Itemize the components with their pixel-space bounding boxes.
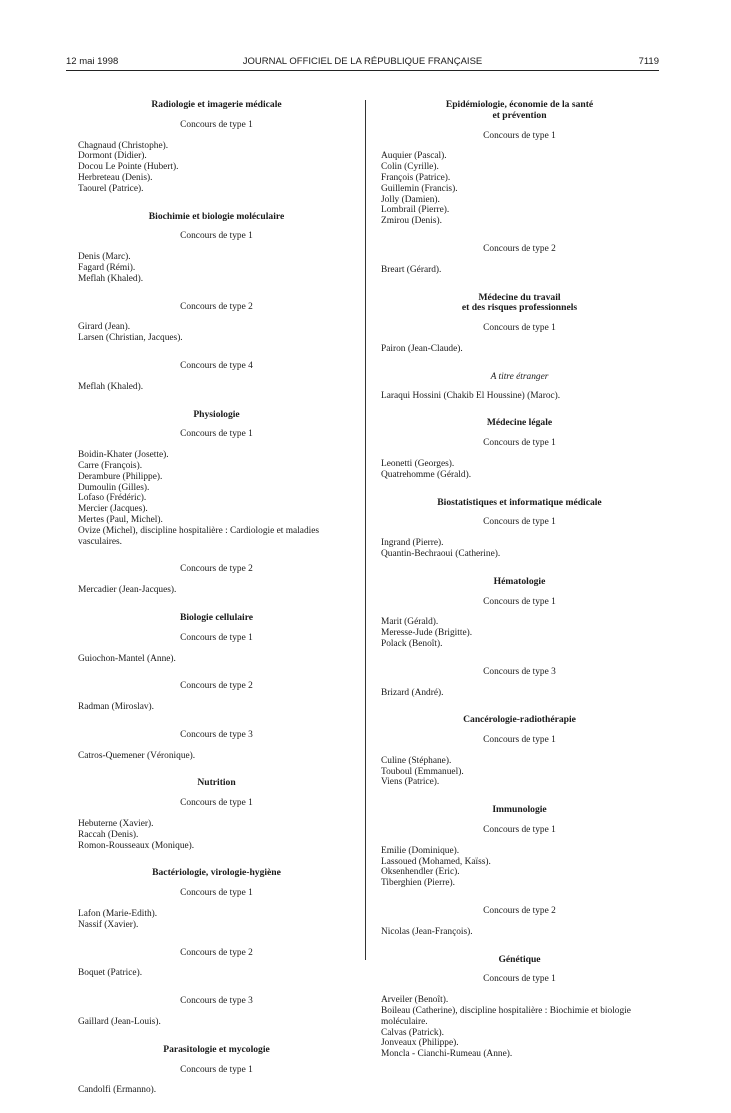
concours-type-label: Concours de type 1 [180,1064,253,1075]
list-item: Dumoulin (Gilles). [78,482,150,493]
concours-group [381,735,658,788]
list-item: Colin (Cyrille). [381,162,439,173]
concours-type-label: Concours de type 2 [483,243,556,254]
list-item: Ovize (Michel), discipline hospitalière : Cardiologie et maladies vasculaires. [78,525,320,547]
list-item: Jonveaux (Philippe). [381,1038,459,1049]
list-item: Mertes (Paul, Michel). [78,514,163,525]
names-list [381,846,658,889]
discipline-title: Hématologie [493,575,546,587]
names-list [381,688,658,699]
discipline-section [381,955,658,1060]
list-item: Calvas (Patrick). [381,1027,445,1038]
concours-type-label: Concours de type 1 [483,438,556,449]
concours-type-label: Concours de type 1 [180,119,253,130]
list-item: Catros-Quemener (Véronique). [78,750,196,761]
discipline-section [381,293,658,402]
list-item: Carre (François). [78,460,143,471]
list-item: Denis (Marc). [78,252,131,263]
page-header [66,55,659,69]
names-list [381,459,658,481]
names-list [381,391,658,402]
list-item: Derambure (Philippe). [78,471,163,482]
names-list [78,585,355,596]
list-item: Polack (Benoît). [381,638,443,649]
list-item: Hebuterne (Xavier). [78,819,154,830]
list-item: Emilie (Dominique). [381,845,460,856]
concours-group [381,131,658,227]
list-item: Docou Le Pointe (Hubert). [78,162,179,173]
list-item: Candolfi (Ermanno). [78,1085,157,1096]
discipline-section [78,212,355,393]
discipline-title: Cancérologie-radiothérapie [463,714,576,726]
list-item: Boileau (Catherine), discipline hospitalière : Biochimie et biologie moléculaire. [381,1006,631,1027]
list-item: Boidin-Khater (Josette). [78,450,169,461]
discipline-title: Biostatistiques et informatique médicale [437,496,602,508]
names-list [381,265,658,276]
discipline-title: Génétique [498,953,541,965]
concours-type-label: Concours de type 2 [180,681,253,692]
names-list [381,344,658,355]
concours-type-label: Concours de type 1 [483,825,556,836]
discipline-title: Radiologie et imagerie médicale [151,99,282,110]
discipline-section [78,100,355,195]
list-item: Brizard (André). [381,687,444,698]
names-list [78,141,355,195]
discipline-title: Physiologie [193,408,240,420]
discipline-section [78,868,355,1027]
list-item: Auquier (Pascal). [381,151,447,162]
list-item: Mercadier (Jean-Jacques). [78,585,177,596]
list-item: Guiochon-Mantel (Anne). [78,653,176,664]
concours-group [78,681,355,713]
names-list [78,1085,355,1096]
concours-type-label: Concours de type 2 [180,947,253,958]
list-item: Gaillard (Jean-Louis). [78,1017,161,1028]
names-list [381,927,658,938]
discipline-section [78,1045,355,1096]
discipline-section [381,498,658,560]
header-page-number: 7119 [638,56,659,67]
concours-group [78,888,355,930]
concours-group [381,974,658,1060]
names-list [78,702,355,713]
concours-group [381,906,658,938]
discipline-section [381,577,658,699]
list-item: Girard (Jean). [78,322,131,333]
concours-type-label: Concours de type 4 [180,360,253,371]
discipline-title: Immunologie [492,804,547,816]
list-item: Quantin-Bechraoui (Catherine). [381,548,501,559]
concours-type-label: Concours de type 1 [483,130,556,141]
names-list [381,151,658,227]
list-item: Dormont (Didier). [78,151,147,162]
concours-group [381,825,658,889]
concours-type-label: Concours de type 3 [180,729,253,740]
names-list [78,450,355,547]
header-rule [66,70,659,71]
concours-group [78,120,355,195]
concours-type-label: Concours de type 1 [483,517,556,528]
right-column [381,100,658,1077]
concours-type-label: Concours de type 3 [483,666,556,677]
list-item: Meflah (Khaled). [78,381,144,392]
discipline-section [381,715,658,788]
discipline-title: Parasitologie et mycologie [163,1043,270,1055]
list-item: Herbreteau (Denis). [78,172,153,183]
discipline-title: Biologie cellulaire [179,611,254,623]
concours-group [78,231,355,284]
concours-group [78,798,355,851]
names-list [381,538,658,560]
list-item: Ingrand (Pierre). [381,538,444,549]
concours-group [381,372,658,402]
names-list [78,909,355,931]
names-list [381,756,658,788]
list-item: Moncla - Cianchi-Rumeau (Anne). [381,1049,513,1060]
concours-type-label: Concours de type 2 [180,301,253,312]
foreign-note: A titre étranger [490,371,549,382]
list-item: Larsen (Christian, Jacques). [78,333,183,344]
concours-group [381,323,658,355]
concours-type-label: Concours de type 1 [180,632,253,643]
concours-group [381,667,658,699]
list-item: Culine (Stéphane). [381,755,452,766]
concours-type-label: Concours de type 1 [180,798,253,809]
names-list [78,819,355,851]
list-item: Lafon (Marie-Edith). [78,909,158,920]
list-item: Laraqui Hossini (Chakib El Houssine) (Maroc). [381,390,561,401]
list-item: Radman (Miroslav). [78,702,155,713]
concours-group [78,361,355,393]
concours-group [381,597,658,650]
concours-type-label: Concours de type 2 [180,564,253,575]
concours-type-label: Concours de type 2 [483,906,556,917]
discipline-section [381,418,658,480]
concours-group [78,633,355,665]
list-item: Guillemin (Francis). [381,183,458,194]
list-item: Pairon (Jean-Claude). [381,343,463,354]
list-item: Lofaso (Frédéric). [78,493,147,504]
names-list [78,382,355,393]
list-item: Viens (Patrice). [381,777,440,788]
concours-type-label: Concours de type 1 [180,231,253,242]
left-column [78,100,355,1113]
discipline-title: Médecine du travail et des risques professionnels [461,291,578,314]
list-item: Mercier (Jacques). [78,504,148,515]
concours-group [78,996,355,1028]
list-item: Zmirou (Denis). [381,216,442,227]
list-item: Chagnaud (Christophe). [78,140,169,151]
discipline-title: Nutrition [197,777,236,789]
list-item: Lombrail (Pierre). [381,205,450,216]
discipline-title: Biochimie et biologie moléculaire [148,210,285,222]
list-item: Fagard (Rémi). [78,262,136,273]
concours-type-label: Concours de type 3 [180,996,253,1007]
list-item: Arveiler (Benoît). [381,995,449,1006]
concours-type-label: Concours de type 1 [180,429,253,440]
names-list [78,252,355,284]
names-list [78,654,355,665]
concours-group [78,429,355,547]
list-item: Meresse-Jude (Brigitte). [381,628,473,639]
concours-type-label: Concours de type 1 [180,888,253,899]
names-list [78,968,355,979]
list-item: Meflah (Khaled). [78,273,144,284]
concours-type-label: Concours de type 1 [483,974,556,985]
concours-group [381,438,658,480]
list-item: Taourel (Patrice). [78,183,144,194]
discipline-title: Médecine légale [486,417,553,429]
discipline-section [78,613,355,762]
list-item: François (Patrice). [381,172,451,183]
discipline-section [78,410,355,596]
list-item: Raccah (Denis). [78,829,139,840]
concours-group [78,302,355,344]
list-item: Lassoued (Mohamed, Kaïss). [381,856,491,867]
list-item: Nicolas (Jean-François). [381,926,473,937]
concours-group [78,730,355,762]
concours-group [78,948,355,980]
concours-group [381,517,658,559]
concours-group [381,244,658,276]
list-item: Oksenhendler (Eric). [381,867,460,878]
column-divider [365,100,366,960]
list-item: Boquet (Patrice). [78,968,143,979]
list-item: Romon-Rousseaux (Monique). [78,840,195,851]
concours-group [78,1065,355,1097]
names-list [78,1017,355,1028]
list-item: Nassif (Xavier). [78,919,139,930]
discipline-title: Bactériologie, virologie-hygiène [152,867,281,879]
concours-type-label: Concours de type 1 [483,735,556,746]
list-item: Leonetti (Georges). [381,458,455,469]
discipline-section [381,805,658,937]
list-item: Tiberghien (Pierre). [381,878,455,889]
list-item: Quatrehomme (Gérald). [381,469,472,480]
discipline-title: Epidémiologie, économie de la santé et prévention [445,99,594,121]
discipline-section [78,778,355,851]
discipline-section [381,100,658,276]
names-list [78,322,355,344]
names-list [381,995,658,1060]
list-item: Touboul (Emmanuel). [381,766,464,777]
list-item: Marit (Gérald). [381,617,439,628]
concours-group [78,564,355,596]
list-item: Breart (Gérard). [381,264,442,275]
names-list [381,617,658,649]
concours-type-label: Concours de type 1 [483,323,556,334]
header-journal-title: JOURNAL OFFICIEL DE LA RÉPUBLIQUE FRANÇAISE [242,56,483,67]
list-item: Jolly (Damien). [381,194,440,205]
concours-type-label: Concours de type 1 [483,596,556,607]
header-date: 12 mai 1998 [66,56,119,67]
names-list [78,751,355,762]
